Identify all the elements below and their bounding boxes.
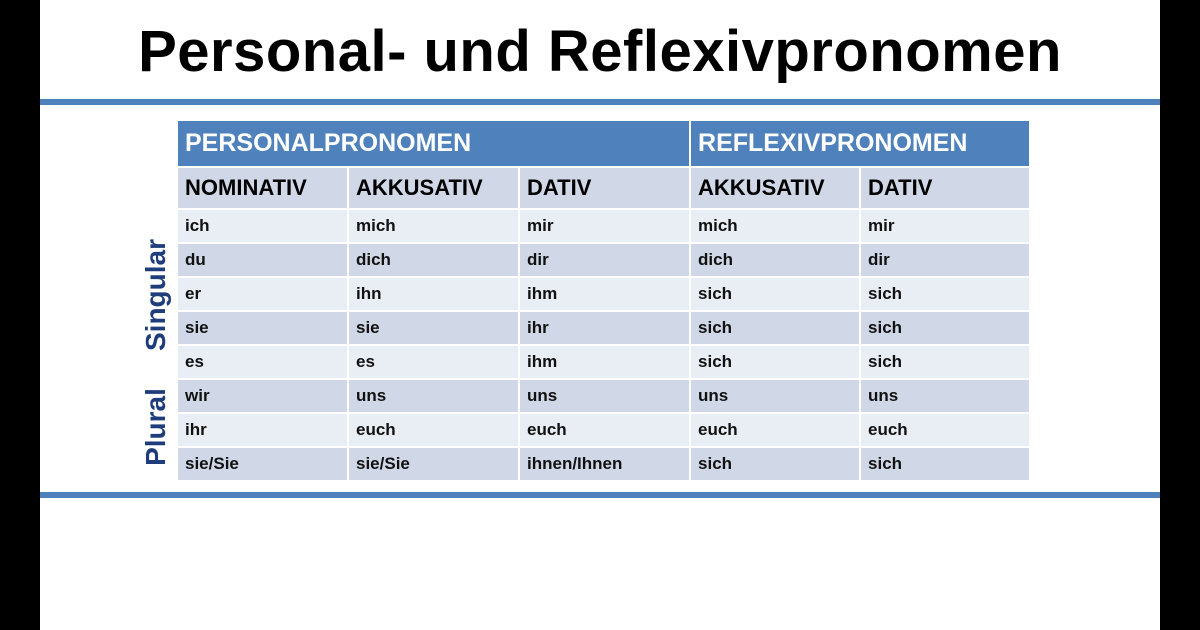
table-cell: du: [177, 243, 348, 277]
table-cell: mich: [348, 209, 519, 243]
table-cell: mir: [860, 209, 1030, 243]
table-row: [177, 447, 1030, 481]
table-row: [177, 345, 1030, 379]
column-header: DATIV: [519, 167, 690, 209]
table-cell: uns: [860, 379, 1030, 413]
table-cell: sich: [860, 447, 1030, 481]
table-row: [177, 311, 1030, 345]
slide: [40, 0, 1160, 630]
singular-label: Singular: [140, 239, 171, 352]
table-cell: dich: [690, 243, 860, 277]
table-cell: mir: [519, 209, 690, 243]
table-row: [177, 413, 1030, 447]
table-cell: sich: [860, 345, 1030, 379]
table-cell: wir: [177, 379, 348, 413]
table-cell: ihm: [519, 345, 690, 379]
group-header-row: [177, 120, 1030, 167]
table-cell: dir: [519, 243, 690, 277]
table-cell: es: [177, 345, 348, 379]
pronoun-table: [176, 119, 1031, 482]
table-cell: euch: [519, 413, 690, 447]
column-header: AKKUSATIV: [348, 167, 519, 209]
top-divider: [40, 99, 1160, 105]
table-cell: sich: [690, 345, 860, 379]
plural-label: Plural: [140, 388, 171, 466]
table-cell: euch: [348, 413, 519, 447]
table-cell: mich: [690, 209, 860, 243]
table-cell: sie/Sie: [348, 447, 519, 481]
column-header: NOMINATIV: [177, 167, 348, 209]
table-cell: ihr: [519, 311, 690, 345]
table-row: [177, 209, 1030, 243]
table-cell: sich: [690, 447, 860, 481]
bottom-divider: [40, 492, 1160, 498]
table-cell: sich: [690, 311, 860, 345]
table-row: [177, 277, 1030, 311]
column-header: AKKUSATIV: [690, 167, 860, 209]
table-cell: uns: [690, 379, 860, 413]
table-row: [177, 379, 1030, 413]
table-cell: sich: [860, 277, 1030, 311]
table-cell: sie: [177, 311, 348, 345]
table-cell: ihn: [348, 277, 519, 311]
table-cell: sich: [690, 277, 860, 311]
table-cell: ihm: [519, 277, 690, 311]
table-cell: es: [348, 345, 519, 379]
table-cell: sich: [860, 311, 1030, 345]
group-header-reflexive: REFLEXIVPRONOMEN: [690, 120, 1030, 167]
table-cell: sie/Sie: [177, 447, 348, 481]
table-row: [177, 243, 1030, 277]
table-cell: euch: [690, 413, 860, 447]
table-cell: ihnen/Ihnen: [519, 447, 690, 481]
table-cell: euch: [860, 413, 1030, 447]
table-cell: dich: [348, 243, 519, 277]
table-cell: er: [177, 277, 348, 311]
table-cell: sie: [348, 311, 519, 345]
table-cell: dir: [860, 243, 1030, 277]
column-header: DATIV: [860, 167, 1030, 209]
group-header-personal: PERSONALPRONOMEN: [177, 120, 690, 167]
case-header-row: [177, 167, 1030, 209]
table-cell: ich: [177, 209, 348, 243]
table-cell: ihr: [177, 413, 348, 447]
table-cell: uns: [519, 379, 690, 413]
table-cell: uns: [348, 379, 519, 413]
page-title: Personal- und Reflexivpronomen: [138, 19, 1062, 84]
